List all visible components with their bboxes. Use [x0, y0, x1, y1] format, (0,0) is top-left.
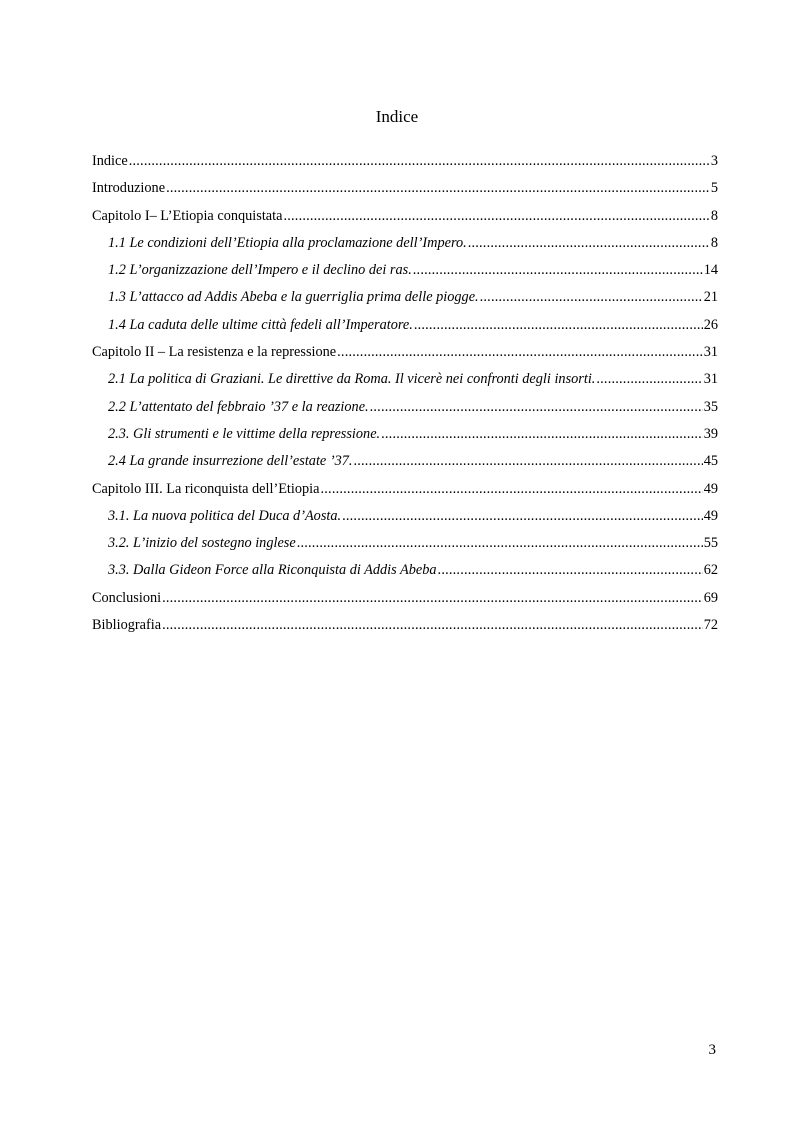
- toc-entry-page: 49: [703, 507, 718, 524]
- toc-entry-page: 31: [703, 371, 718, 388]
- toc-entry-label: 2.4 La grande insurrezione dell’estate ’37.: [108, 453, 353, 470]
- dot-leader: [370, 397, 703, 417]
- toc-entry-page: 8: [710, 234, 718, 251]
- toc-entry-section-2-4[interactable]: [92, 451, 718, 478]
- toc-entry-page: 8: [710, 207, 718, 224]
- toc-entry-label: Capitolo II – La resistenza e la repressione: [92, 344, 337, 361]
- toc-entry-page: 39: [703, 425, 718, 442]
- toc-entry-page: 14: [703, 262, 718, 279]
- toc-entry-conclusioni[interactable]: [92, 588, 718, 615]
- toc-entry-section-1-4[interactable]: [92, 315, 718, 342]
- toc-entry-label: Indice: [92, 153, 128, 169]
- toc-entry-page: 3: [710, 153, 718, 169]
- dot-leader: [162, 615, 703, 635]
- toc-entry-section-1-1[interactable]: [92, 233, 718, 260]
- table-of-contents: [92, 151, 718, 642]
- dot-leader: [129, 151, 710, 171]
- toc-entry-page: 21: [703, 289, 718, 306]
- toc-entry-page: 55: [703, 535, 718, 552]
- toc-entry-label: Conclusioni: [92, 589, 162, 606]
- toc-entry-section-2-3[interactable]: [92, 424, 718, 451]
- dot-leader: [353, 451, 702, 471]
- dot-leader: [283, 206, 709, 226]
- toc-entry-label: 3.3. Dalla Gideon Force alla Riconquista di Addis Abeba: [108, 562, 437, 579]
- toc-entry-label: 2.1 La politica di Graziani. Le direttive da Roma. Il vicerè nei confronti degli insorti.: [108, 371, 596, 388]
- dot-leader: [337, 342, 703, 362]
- toc-entry-page: 72: [703, 617, 718, 634]
- toc-entry-label: 3.1. La nuova politica del Duca d’Aosta.: [108, 507, 342, 524]
- dot-leader: [414, 315, 703, 335]
- toc-entry-label: 1.3 L’attacco ad Addis Abeba e la guerriglia prima delle piogge.: [108, 289, 479, 306]
- dot-leader: [166, 178, 710, 198]
- dot-leader: [480, 287, 703, 307]
- dot-leader: [342, 506, 703, 526]
- page-number: 3: [708, 1042, 716, 1058]
- toc-entry-capitolo-2[interactable]: [92, 342, 718, 369]
- toc-entry-page: 49: [703, 480, 718, 497]
- toc-entry-label: 2.2 L’attentato del febbraio ’37 e la reazione.: [108, 398, 369, 415]
- toc-entry-section-3-1[interactable]: [92, 506, 718, 533]
- toc-entry-label: Bibliografia: [92, 617, 162, 634]
- toc-title: Indice: [375, 107, 419, 126]
- dot-leader: [468, 233, 710, 253]
- dot-leader: [413, 260, 703, 280]
- toc-entry-label: 1.1 Le condizioni dell’Etiopia alla proclamazione dell’Impero.: [108, 234, 467, 251]
- toc-entry-introduzione[interactable]: [92, 178, 718, 205]
- toc-entry-label: Capitolo I– L’Etiopia conquistata: [92, 207, 283, 224]
- dot-leader: [381, 424, 703, 444]
- toc-entry-page: 62: [703, 562, 718, 579]
- dot-leader: [596, 369, 702, 389]
- dot-leader: [438, 560, 703, 580]
- toc-entry-section-1-2[interactable]: [92, 260, 718, 287]
- toc-entry-capitolo-1[interactable]: [92, 206, 718, 233]
- toc-entry-section-2-2[interactable]: [92, 397, 718, 424]
- toc-entry-label: 1.4 La caduta delle ultime città fedeli all’Imperatore.: [108, 316, 413, 333]
- toc-entry-page: 5: [710, 180, 718, 197]
- toc-entry-label: 1.2 L’organizzazione dell’Impero e il declino dei ras.: [108, 262, 412, 279]
- toc-entry-page: 69: [703, 589, 718, 606]
- toc-entry-bibliografia[interactable]: [92, 615, 718, 642]
- toc-entry-label: 3.2. L’inizio del sostegno inglese: [108, 535, 296, 552]
- toc-entry-section-3-3[interactable]: [92, 560, 718, 587]
- toc-entry-label: Introduzione: [92, 180, 166, 197]
- dot-leader: [297, 533, 703, 553]
- toc-entry-indice[interactable]: [92, 151, 718, 178]
- toc-entry-page: 35: [703, 398, 718, 415]
- toc-entry-section-1-3[interactable]: [92, 287, 718, 314]
- toc-entry-section-2-1[interactable]: [92, 369, 718, 396]
- dot-leader: [162, 588, 703, 608]
- toc-entry-page: 45: [703, 453, 718, 470]
- toc-entry-label: Capitolo III. La riconquista dell’Etiopia: [92, 480, 320, 497]
- toc-entry-page: 31: [703, 344, 718, 361]
- toc-entry-page: 26: [703, 316, 718, 333]
- toc-entry-section-3-2[interactable]: [92, 533, 718, 560]
- dot-leader: [321, 479, 703, 499]
- toc-entry-capitolo-3[interactable]: [92, 479, 718, 506]
- toc-entry-label: 2.3. Gli strumenti e le vittime della repressione.: [108, 425, 381, 442]
